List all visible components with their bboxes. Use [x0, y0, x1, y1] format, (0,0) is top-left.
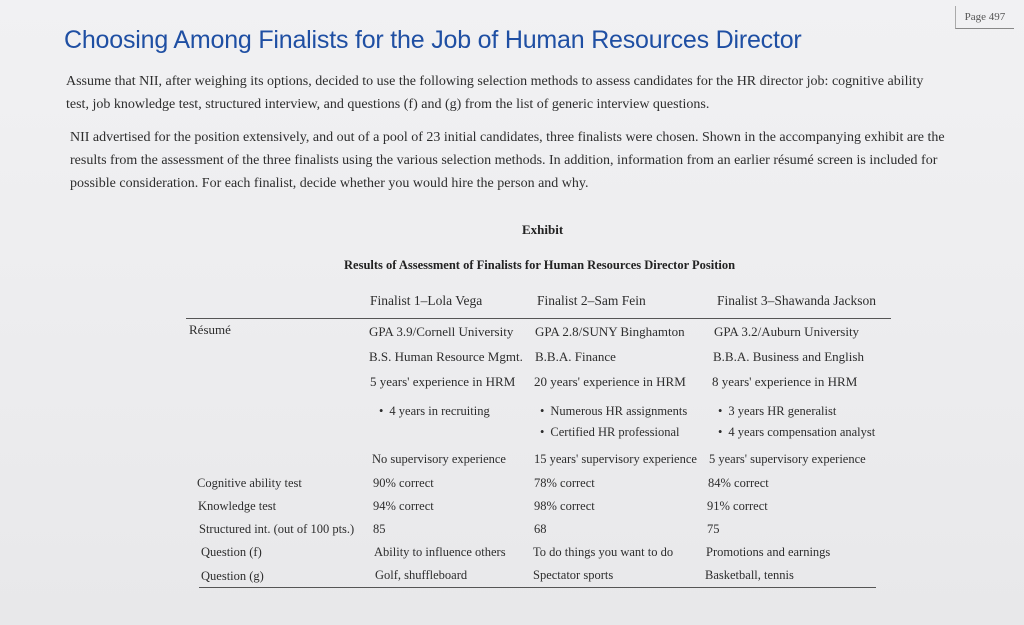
finalist-3-supervisory: 5 years' supervisory experience [709, 452, 866, 466]
finalist-3-bullet-1: • 3 years HR generalist [718, 404, 836, 419]
table-caption: Results of Assessment of Finalists for Human Resources Director Position [344, 258, 736, 272]
header-rule [186, 318, 891, 319]
column-header-finalist-2: Finalist 2–Sam Fein [537, 293, 646, 308]
row-label-question-g: Question (g) [201, 569, 264, 583]
finalist-2-supervisory: 15 years' supervisory experience [534, 452, 697, 466]
finalist-2-gpa: GPA 2.8/SUNY Binghamton [535, 324, 685, 339]
finalist-2-bullet-1: • Numerous HR assignments [540, 404, 687, 419]
finalist-1-question-g: Golf, shuffleboard [375, 568, 468, 582]
finalist-2-experience: 20 years' experience in HRM [534, 374, 686, 389]
finalist-1-question-f: Ability to influence others [374, 545, 506, 559]
row-label-structured-interview: Structured int. (out of 100 pts.) [199, 522, 355, 536]
finalist-2-question-g: Spectator sports [533, 568, 614, 582]
column-header-finalist-1: Finalist 1–Lola Vega [370, 293, 483, 308]
finalist-1-gpa: GPA 3.9/Cornell University [369, 324, 514, 339]
finalist-1-knowledge: 94% correct [373, 499, 434, 513]
row-label-knowledge: Knowledge test [198, 499, 277, 513]
finalist-3-question-g: Basketball, tennis [705, 568, 794, 582]
finalist-3-degree: B.B.A. Business and English [713, 349, 864, 364]
finalist-3-cognitive: 84% correct [708, 476, 769, 490]
finalist-1-structured-interview: 85 [373, 522, 386, 536]
finalist-3-question-f: Promotions and earnings [706, 545, 831, 559]
context-line-1: NII advertised for the position extensively, and out of a pool of 23 initial candidates, three finalists were chosen. Shown in the accompanying exhibit are the [70, 130, 945, 145]
finalist-1-cognitive: 90% correct [373, 476, 434, 490]
context-line-3: possible consideration. For each finalist, decide whether you would hire the person and why. [70, 176, 589, 191]
bottom-rule [199, 587, 876, 588]
finalist-3-structured-interview: 75 [707, 522, 720, 536]
column-header-finalist-3: Finalist 3–Shawanda Jackson [717, 293, 876, 308]
intro-line-1: Assume that NII, after weighing its options, decided to use the following selection methods to assess candidates for the HR director job: cognitive ability [66, 74, 924, 89]
finalist-1-degree: B.S. Human Resource Mgmt. [369, 349, 523, 364]
row-label-cognitive: Cognitive ability test [197, 476, 302, 490]
finalist-2-degree: B.B.A. Finance [535, 349, 616, 364]
finalist-1-bullet-1: • 4 years in recruiting [379, 404, 490, 419]
finalist-3-knowledge: 91% correct [707, 499, 768, 513]
finalist-3-bullet-2: • 4 years compensation analyst [718, 425, 875, 440]
finalist-3-experience: 8 years' experience in HRM [712, 374, 858, 389]
finalist-2-cognitive: 78% correct [534, 476, 595, 490]
finalist-2-bullet-2: • Certified HR professional [540, 425, 680, 440]
intro-line-2: test, job knowledge test, structured interview, and questions (f) and (g) from the list of generic interview questions. [66, 97, 710, 112]
finalist-1-supervisory: No supervisory experience [372, 452, 506, 466]
exhibit-label: Exhibit [522, 222, 564, 237]
page-title: Choosing Among Finalists for the Job of Human Resources Director [64, 26, 802, 54]
page-number: Page 497 [955, 6, 1014, 29]
row-label-question-f: Question (f) [201, 545, 262, 559]
intro-paragraph [66, 70, 996, 116]
finalist-3-gpa: GPA 3.2/Auburn University [714, 324, 860, 339]
finalist-1-experience: 5 years' experience in HRM [370, 374, 516, 389]
finalist-2-knowledge: 98% correct [534, 499, 595, 513]
context-line-2: results from the assessment of the three finalists using the various selection methods. In addition, information from an earlier résumé screen is included for [70, 153, 938, 168]
context-paragraph [70, 126, 1005, 195]
finalist-2-question-f: To do things you want to do [533, 545, 674, 559]
finalist-2-structured-interview: 68 [534, 522, 547, 536]
row-label-resume: Résumé [189, 322, 231, 337]
